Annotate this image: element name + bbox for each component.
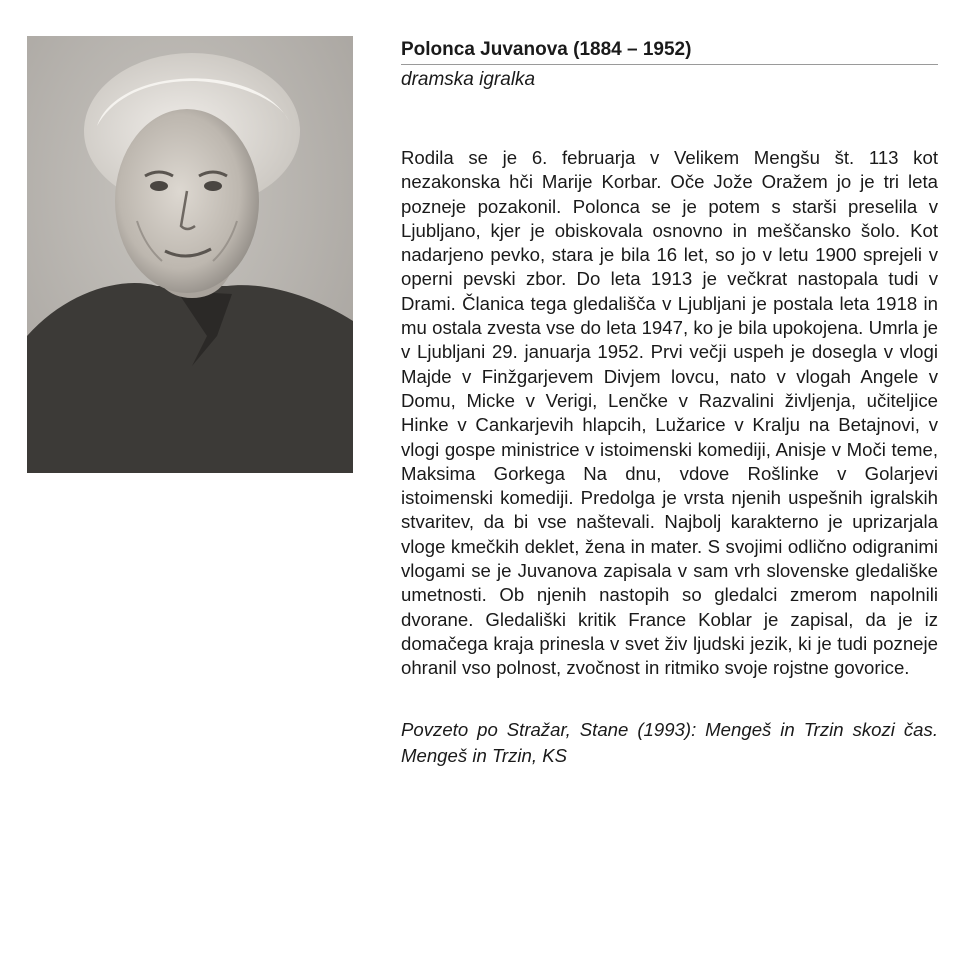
portrait-photo	[27, 36, 353, 473]
article	[401, 36, 938, 769]
source-citation: Povzeto po Stražar, Stane (1993): Mengeš in Trzin skozi čas. Mengeš in Trzin, KS	[401, 718, 938, 766]
portrait-icon	[27, 36, 353, 473]
person-name: Polonca Juvanova (1884 – 1952)	[401, 36, 938, 65]
person-role: dramska igralka	[401, 69, 536, 90]
biography-text: Rodila se je 6. februarja v Velikem Mengšu št. 113 kot nezakonska hči Marije Korbar. Oče Jože Oražem jo je tri leta pozneje pozakonil. Polonca se je potem s starši preselila v Ljubljano, kjer je obiskovala osnovno in meščansko šolo. Kot nadarjeno pevko, stara je bila 16 let, so jo v letu 1900 sprejeli v operni pevski zbor. Do leta 1913 je večkrat nastopala tudi v Drami. Članica tega gledališča v Ljubljani je postala leta 1918 in mu ostala zvesta vse do leta 1947, ko je bila upokojena. Umrla je v Ljubljani 29. januarja 1952. Prvi večji uspeh je dosegla v vlogi Majde v Finžgarjevem Divjem lovcu, nato v vlogah Angele v Domu, Micke v Verigi, Lenčke v Razvalini življenja, učiteljice Hinke v Cankarjevih hlapcih, Lužarice v Kralju na Betajnovi, v vlogi gospe ministrice v istoimenski komediji, Anisje v Moči teme, Maksima Gorkega Na dnu, vdove Rošlinke v Golarjevi istoimenski komediji. Predolga je vrsta njenih uspešnih igralskih stvaritev, da bi vse naštevali. Najbolj karakterno je uprizarjala vloge kmečkih deklet, žena in mater. S svojimi odlično odigranimi vlogami se je Juvanova zapisala v sam vrh slovenske gledališke umetnosti. Ob njenih nastopih so gledalci zmerom napolnili dvorane. Gledališki kritik France Koblar je zapisal, da je iz domačega kraja prinesla v svet živ ljudski jezik, ki je tudi pozneje ohranil vso polnost, zvočnost in ritmiko svoje rojstne govorice.	[401, 147, 938, 679]
